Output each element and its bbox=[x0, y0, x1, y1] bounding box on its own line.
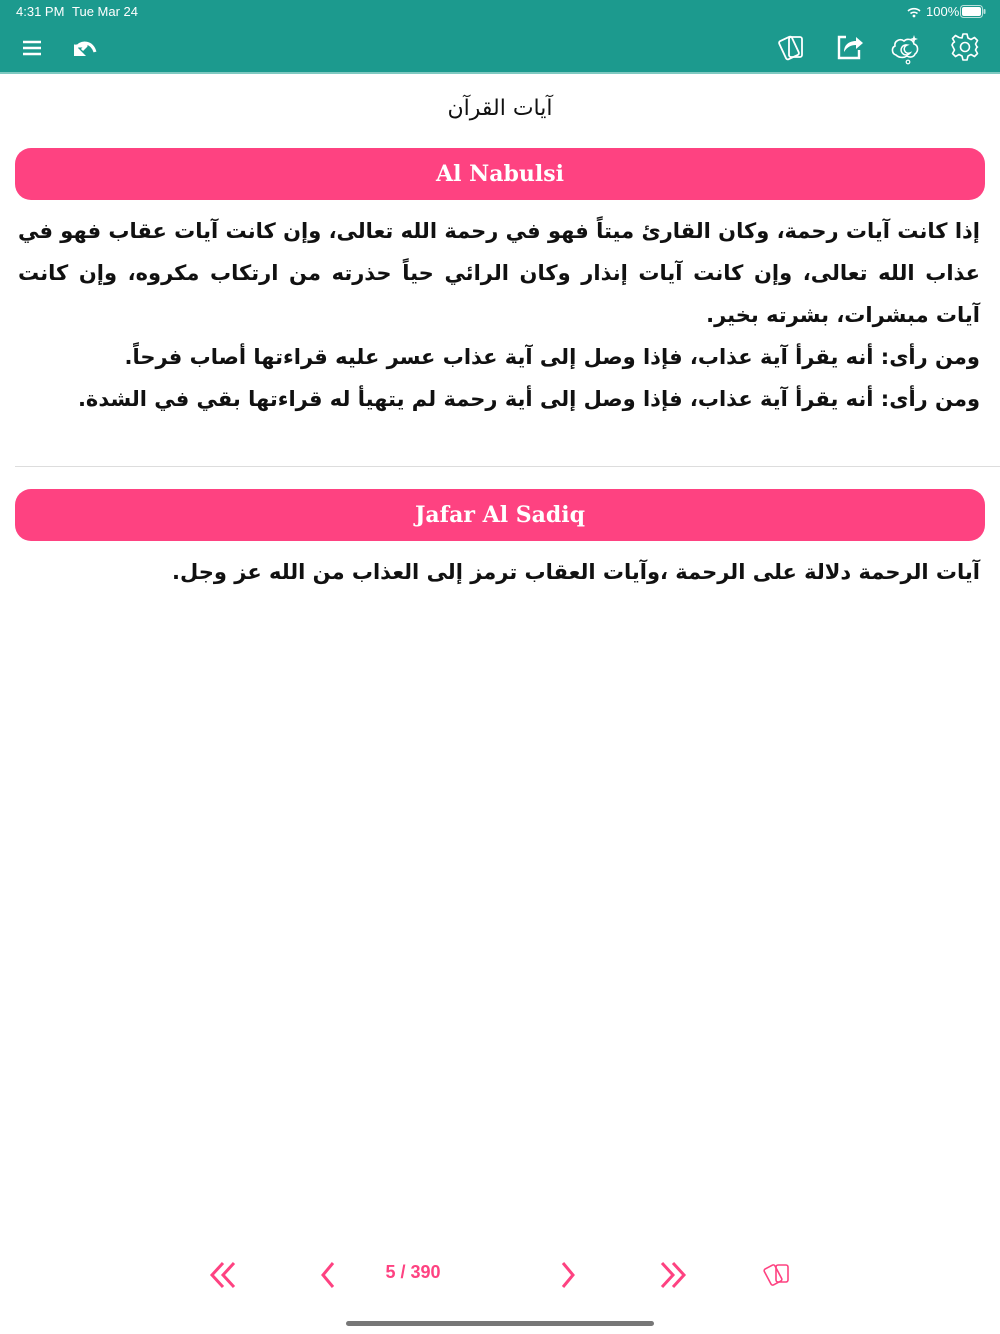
share-icon[interactable] bbox=[832, 30, 866, 64]
undo-icon[interactable] bbox=[68, 34, 100, 62]
next-page-button[interactable] bbox=[554, 1258, 582, 1292]
battery-percent: 100% bbox=[926, 4, 960, 19]
home-indicator[interactable] bbox=[346, 1321, 654, 1326]
first-page-button[interactable] bbox=[206, 1258, 242, 1292]
dream-icon[interactable] bbox=[888, 30, 924, 66]
menu-icon[interactable] bbox=[18, 34, 46, 62]
last-page-button[interactable] bbox=[654, 1258, 690, 1292]
paragraph: ومن رأى: أنه يقرأ آية عذاب، فإذا وصل إلى أية رحمة لم يتهيأ له قراءتها بقي في الشدة. bbox=[77, 387, 980, 411]
section-text-jafar-al-sadiq bbox=[18, 551, 980, 593]
status-time: 4:31 PM bbox=[16, 4, 65, 19]
battery-icon bbox=[960, 5, 986, 18]
section-header-al-nabulsi: Al Nabulsi bbox=[15, 148, 985, 200]
wifi-icon bbox=[906, 5, 922, 19]
cards-button[interactable] bbox=[760, 1258, 794, 1292]
previous-page-button[interactable] bbox=[314, 1258, 342, 1292]
page-indicator: 5 / 390 bbox=[385, 1262, 441, 1282]
cards-icon[interactable] bbox=[775, 30, 809, 64]
paragraph: ومن رأى: أنه يقرأ آية عذاب، فإذا وصل إلى آية عذاب عسر عليه قراءتها أصاب فرحاً. bbox=[124, 345, 980, 369]
page-title: آيات القرآن bbox=[447, 96, 553, 121]
paragraph: إذا كانت آيات رحمة، وكان القارئ ميتاً فهو في رحمة الله تعالى، وإن كانت آيات عقاب فهو في عذاب الله تعالى، وإن كانت آيات إنذار وكان الرائي حياً حذرته من ارتكاب مكروه، وإن كانت آيات مبشرات، بشرته بخير. bbox=[18, 219, 980, 327]
section-text-al-nabulsi bbox=[18, 210, 980, 420]
section-header-jafar-al-sadiq: Jafar Al Sadiq bbox=[15, 489, 985, 541]
section-divider bbox=[15, 466, 1000, 467]
paragraph: آيات الرحمة دلالة على الرحمة ،وآيات العقاب ترمز إلى العذاب من الله عز وجل. bbox=[172, 560, 980, 584]
status-date: Tue Mar 24 bbox=[72, 4, 138, 19]
toolbar bbox=[0, 0, 1000, 74]
settings-icon[interactable] bbox=[948, 30, 982, 64]
